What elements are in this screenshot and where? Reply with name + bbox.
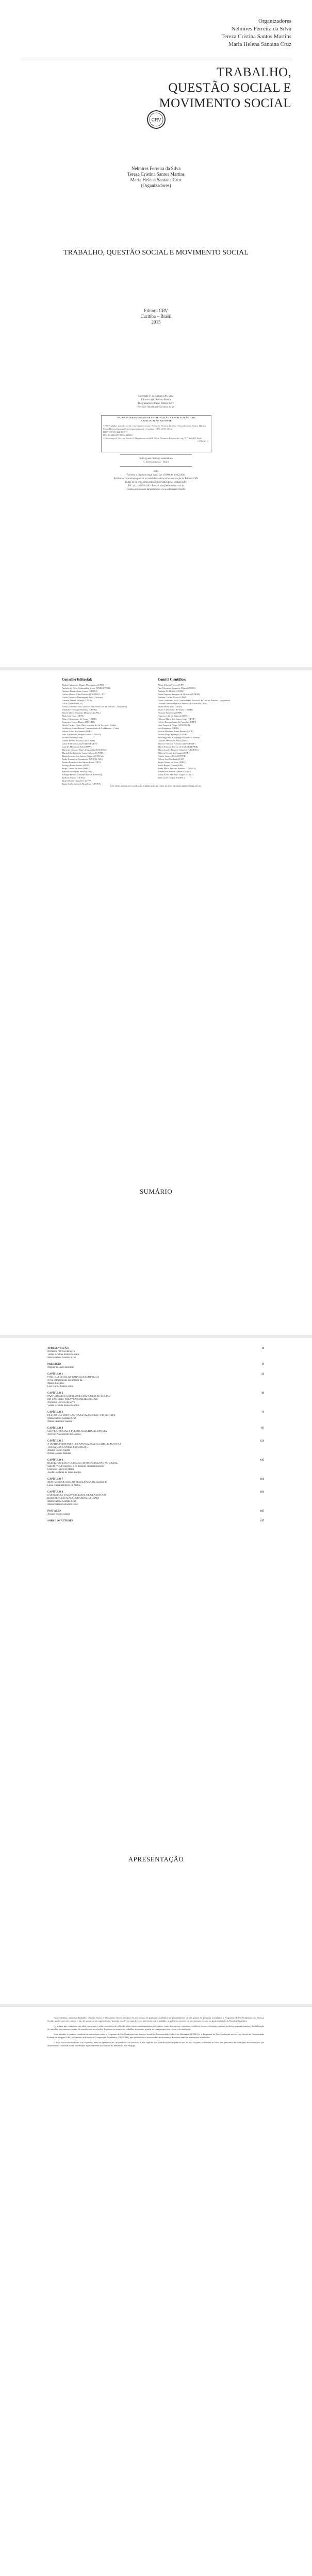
legal-line: Tel.: (41) 3039-6418 – E-mail: sac@editoracrv.com.br (128, 485, 184, 487)
council-member: Solange Helena Ximenes-Rocha (UFOPA) (62, 773, 102, 776)
editorial-council (62, 677, 160, 786)
council-member: Maria Lurdes Pinto de Almeida (UNOESC) (158, 749, 199, 751)
council-member: Aldira Guimarães Duarte Domínguez (UNB) (62, 684, 104, 686)
council-member: José de Ribamar Sousa Pereira (UCB) (158, 730, 193, 733)
organizer-name: Tereza Cristina Santos Martins (127, 172, 185, 177)
toc-entry[interactable] (47, 1520, 264, 1523)
toc-entry-detail: Nelmires Ferreira da Silva (47, 1401, 75, 1404)
council-member: Francisco Carlos Duarte (PUC-PR) (62, 721, 95, 723)
toc-entry-detail: Maria Valdenice Santos (47, 1420, 72, 1423)
toc-entry-detail: POLÍTICA ESCOLAR PARA A DESEMPREGO: (47, 1376, 100, 1379)
toc-entry-label: PREFÁCIO (47, 1363, 61, 1366)
index-block (0, 457, 312, 464)
toc-entry-detail: Miguel de Oliva Borralho (47, 1366, 74, 1369)
council-member: Barbara Coelho Neves (UFBA) (158, 696, 187, 699)
organizer-name: Nelmires Ferreira da Silva (231, 26, 291, 32)
toc-entry-label: CAPÍTULO 3 (47, 1411, 63, 1414)
publisher-logo-icon (146, 109, 167, 130)
legal-line: Foi feito o depósito legal conf. Lei 10.994 de 14/12/2004 (126, 474, 186, 477)
edition-info (0, 308, 312, 325)
toc-entry-page: 195 (260, 1510, 264, 1513)
toc-entry-detail: Josiane Soares Santos (47, 1513, 70, 1516)
cover-title-line: MOVIMENTO SOCIAL (159, 96, 291, 110)
legal-line: Proibida a reprodução parcial ou total desta obra sem autorização da Editora CRV (113, 478, 199, 480)
council-member: Maria Lília Imbiriba Sousa Colares (UFOPA) (62, 752, 105, 754)
council-member: Gláucia Maria dos Santos Jorge (UFOP) (158, 718, 195, 720)
council-member: Inês Bragança (UERJ) (158, 727, 179, 730)
toc-entry[interactable] (47, 1347, 264, 1360)
toc-entry-detail: PAZ: CAUSAS E EXPRESSÕES DA "QUESTÃO SOCIAL" (47, 1395, 111, 1398)
toc-entry[interactable] (47, 1373, 264, 1388)
council-member: Gloria Fariñas León (Universidade de La Havana – Cuba) (62, 724, 116, 726)
council-member: Carmen Tereza Velanga (UNIR) (62, 699, 92, 702)
legal-line: Conheça os nossos lançamentos: www.editoracrv.com.br (126, 488, 186, 491)
council-member: Josania Portela (UFPI) (62, 736, 83, 739)
cdd: CDD 361.1 (198, 440, 208, 443)
toc-entry[interactable] (47, 1510, 264, 1516)
council-member: Simone Rodrigues Pinto (UNB) (62, 770, 92, 773)
apresentacao-heading: APRESENTAÇÃO (128, 1855, 184, 1863)
review-note: Este livro passou por avaliação e aprovação às cegas de dois ou mais pareceristas ad hoc. (110, 785, 202, 788)
editor: Editor-chefe: Railson Moura (141, 399, 171, 401)
toc-entry[interactable] (47, 1440, 264, 1455)
council-member: Helder Buenos Aires de Carvalho (UFPI) (158, 721, 196, 723)
inner-organizers (0, 166, 312, 189)
toc-entry-detail: MOVIMENTOS SOCIAIS NA DESPESA DE SERGIPE (47, 1481, 107, 1484)
toc-entry[interactable] (47, 1427, 264, 1436)
toc-entry[interactable] (47, 1459, 264, 1475)
copyright: Copyright © da Editora CRV Ltda. (138, 395, 174, 398)
table-of-contents (47, 1347, 264, 1527)
council-member: Vera Lucia Gaspar (UDESC) (158, 776, 185, 779)
council-member: Maria Cristina dos Santos Bezerra (UFSCar) (62, 755, 104, 757)
publisher: Editora CRV (144, 308, 168, 313)
toc-entry-label: CAPÍTULO 1 (47, 1373, 63, 1376)
toc-entry-row (47, 1520, 264, 1523)
isbn: ISBN 978-85-444-0000-0 (103, 431, 127, 433)
toc-entry-detail: SÉRIO PARA: questões e os desafios contemporâneos (47, 1465, 104, 1468)
toc-entry-page: 97 (261, 1427, 264, 1430)
council-member: Elione Maria Nogueira Diogenes (UFAL) (62, 711, 101, 714)
toc-entry-label: CAPÍTULO 6 (47, 1459, 63, 1462)
organizers-label: Organizadores (258, 18, 291, 24)
council-member: Sydione Santos (UEPG) (62, 776, 85, 779)
council-member: Maria Eurácia Barreto de Andrade (UFRB) (158, 745, 198, 748)
council-member: Silvia Regina Canan (URI) (158, 764, 183, 767)
cover-page (0, 0, 312, 667)
toc-entry-detail: A OUTRA PERMANENTE EXPANSÃO DA FLEXIBILIZAÇÃO NA (47, 1443, 121, 1446)
toc-entry-detail: Maria Helena Santana Cruz (47, 1357, 76, 1359)
council-member: Elizeu Clementino de Souza (UNEB) (158, 708, 193, 711)
toc-entry-label: CAPÍTULO 7 (47, 1478, 63, 1481)
legal-block (0, 470, 312, 492)
toc-entry-detail: DESENVOLVIMENTO E "QUESTÃO SOCIAL" EM SERGIPE (47, 1414, 116, 1417)
council-member: Rodrigo Pratte-Santos (UFES) (62, 764, 90, 767)
council-member: Cesar Gerónimo Tello (Universidad Nacional de Três de Febrero – Argentina) (158, 699, 231, 702)
toc-entry-detail: EXPRESSÕES DA DIVERSIDADE DE GÊNERO NAS (47, 1494, 107, 1497)
scientific-committee-title: Comitê Científico: (158, 677, 187, 682)
toc-entry-detail: Mauro Luis Iasi (47, 1382, 64, 1385)
council-member: Carlos Alberto Vilar Estêvão (UMINHO – PT) (62, 693, 106, 696)
editorial-council-title: Conselho Editorial: (62, 677, 92, 682)
revision-credit: Revisão: Analista de Escrita e Artes (137, 406, 175, 409)
toc-entry-detail: Cristiano Lopes de Matos (47, 1468, 74, 1471)
toc-entry-label: CAPÍTULO 4 (47, 1427, 63, 1430)
council-member: Ana Chrystina Venancio Mignot (UERJ) (158, 687, 196, 689)
presentation-text (47, 2016, 264, 2049)
paragraph: Esse trabalho é também resultado da articulação entre o Programa de Pós-Graduação em Serviço Social da Universidade Federal do Maranhão (UFMA) e o Programa de Pós-Graduação em Serviço Social da Universidade Federal de Sergipe (UFS), no âmbito do Projeto de Cooperação Acadêmica (PROCAD), que possibilitou o intercâmbio de docentes e discentes entre as instituições envolvidas. (47, 2033, 264, 2039)
council-member: Tadeu Oliver Gonçalves (UFPA) (62, 779, 92, 782)
toc-entry[interactable] (47, 1478, 264, 1487)
divider (120, 454, 192, 455)
presentation-page-1 (0, 2007, 312, 2576)
paragraph: Esta coletânea, intitulada Trabalho, Questão Social e Movimento Social, resultou de um esforço de produção acadêmica de pesquisadores de três grupos de pesquisa vinculados a Programas de Pós-Graduação em Serviço Social, que tiveram em comum o fato de pensarem as expressões da "questão social" em suas diversas interfaces com o trabalho, as políticas sociais e os movimentos sociais, na particularidade do Nordeste brasileiro. (47, 2016, 264, 2022)
toc-entry-page: 181 (260, 1491, 264, 1494)
toc-entry-detail: Tereza Cristina Santos Martins (47, 1353, 79, 1356)
toc-entry-detail: TERRA DAS CANTAS EM SERGIPE (47, 1446, 88, 1449)
council-member: Nilson José Machado (USP) (158, 758, 185, 760)
council-member: Paulo Romualdo Hernandes (UNIFAL-MG) (62, 758, 103, 760)
organizer-name: Maria Helena Santana Cruz (228, 41, 291, 47)
toc-entry-page: 197 (260, 1520, 264, 1522)
toc-entry-detail: Luíza Tâmara Ribeiro de Matos (47, 1484, 80, 1487)
council-member: Guillermo Arias Beatón (Universidade de La Havana – Cuba) (62, 727, 120, 730)
toc-entry[interactable] (47, 1411, 264, 1423)
council-page (0, 670, 312, 1335)
council-member: Cesar Gerónimo Tello (Univer. Nacional Três de Febrero – Argentina) (62, 705, 127, 708)
toc-entry-detail: REBELDIAS E REVOLUÇÕES AFRO-INDÍGENAS NO BRASIL (47, 1462, 118, 1465)
city: Curitiba – Brasil (140, 314, 172, 319)
council-member: Andréia N. Militão (UEMS) (158, 690, 184, 692)
subjects: 1. Sociologia 2. Serviço Social 3. Movimento social I. Silva, Nelmires Ferreira da. org. II. Título III. Série. (103, 437, 203, 439)
cover-title-line: TRABALHO, (216, 65, 291, 79)
cover-organizers (221, 18, 291, 48)
council-member: João Adalberto Campato Junior (UNESP) (62, 733, 101, 736)
toc-entry[interactable] (47, 1491, 264, 1506)
toc-entry-page: 17 (261, 1363, 264, 1366)
council-member: Jailson Alves dos Santos (UFRJ) (62, 730, 93, 733)
council-member: Lourdes Helena da Silva (UFV) (158, 739, 188, 742)
cip-subtitle: CATALOGAÇÃO NA FONTE (141, 419, 172, 422)
toc-entry-detail: Luiz Carlos Santos Silva (47, 1385, 73, 1388)
council-member: Vânia Alves Martins Chaigar (FURG) (158, 773, 193, 776)
toc-entry-detail: Jeferson Nascimento dos Santos (47, 1433, 81, 1436)
copyright-block (0, 395, 312, 409)
index-label: Índice para catálogo sistemático (139, 457, 173, 460)
sumario-heading: SUMÁRIO (139, 1188, 173, 1195)
index-item: 1. Serviço social – 361.1 (143, 461, 169, 464)
divider (120, 466, 192, 467)
year: 2015 (151, 319, 161, 325)
doi: DOI 10.24824/978854440000.0 (103, 434, 133, 436)
council-member: Diosnel Centurion (Univ Americ. de Asunción – Py) (158, 702, 207, 705)
council-member: Marcos Vinicius Francisco (UNOESTE) (158, 742, 195, 745)
toc-entry-label: POSFÁCIO (47, 1510, 61, 1513)
council-member: Antônio Pereira Gaio Júnior (UFRRJ) (62, 690, 97, 692)
council-member: Carlos Federico Dominguez Avila (Unieuro) (62, 696, 104, 699)
council-member: Altair Alberto Fávero (UPF) (158, 684, 185, 686)
council-member: Lídia de Oliveira Xavier (UNIEURO) (62, 742, 97, 745)
council-member: Jussara Fraga Portugal (UNEB) (158, 733, 188, 736)
council-member: Sonia Maria Ferreira Koehler (UNISAL) (158, 767, 196, 770)
organizers-label: (Organizadores) (141, 183, 171, 188)
council-member: Élsio José Corá (UFFS) (62, 715, 84, 717)
cip-body-text: T758 Trabalho, questão social e movimento social / Nelmires Ferreira da Silva, Tereza Cristina Santos Martins, Maria Helena Santana Cruz (organizadoras) – Curitiba : CRV, 2015. 202 p. (103, 425, 207, 430)
cover-title (159, 65, 291, 111)
toc-entry-detail: Josiane Soares Santos (47, 1449, 70, 1452)
toc-entry-label: CAPÍTULO 2 (47, 1392, 63, 1395)
council-member: Andréia da Silva Quintanilha Sousa (UNIR/UFRN) (62, 687, 110, 689)
council-member: Mônica Pereira dos Santos (UFRJ) (158, 752, 190, 754)
paragraph: Os artigos que compõem esta obra expressam o esforço coletivo de reflexão sobre temas contemporâneos relevantes, como desemprego estrutural, violência, desenvolvimento regional, políticas segregacionistas, flexibilização do trabalho, movimentos sociais de resistência e as relações de gênero no mundo do trabalho, abordados a partir de uma perspectiva crítica e de totalidade. (47, 2025, 264, 2030)
toc-entry-page: 145 (260, 1459, 264, 1462)
organizer-name: Nelmires Ferreira da Silva (131, 166, 181, 171)
council-member: Ilma Passos A. Veiga (UNICEUB) (158, 724, 190, 726)
council-member: Eduardo Fernandes Barbosa (UFMG) (62, 708, 97, 711)
toc-entry-label: CAPÍTULO 5 (47, 1440, 63, 1443)
toc-entry-detail: Maria Nataliá Gutierrez Cruz (47, 1503, 78, 1506)
cip-title-text: DADOS INTERNACIONAIS DE CATALOGAÇÃO NA PUBLICAÇÃO (CIP) (117, 416, 195, 419)
toc-entry-detail: RESISTÊNCIAS AO LABOR/OBRA DA LAMA (47, 1497, 100, 1500)
council-member: Sérgio Nunes de Jesus (IFRO) (62, 767, 90, 770)
toc-entry-label: APRESENTAÇÃO (47, 1347, 69, 1350)
toc-entry-detail: Nelmires Ferreira da Silva (47, 1350, 75, 1353)
toc-entry-detail: EM SÃO LUÍS: PALAVRAS EMERGENCIAIS (47, 1398, 98, 1401)
council-member: Fauston Negreiros (UFPI) (158, 711, 182, 714)
council-member: Anna Augusta Sampaio de Oliveira (UNESP) (158, 693, 201, 696)
cip-title (101, 416, 211, 422)
toc-entry-label: SOBRE OS AUTORES (47, 1520, 73, 1522)
toc-entry-page: 71 (261, 1411, 264, 1414)
council-member: Lourdes Helena da Silva (UFV) (62, 745, 92, 748)
toc-entry-page: 23 (261, 1373, 264, 1376)
council-member: Najela Tavares Ujiie (UTFPR) (158, 755, 186, 757)
logo-text: CRV (151, 117, 161, 123)
toc-entry[interactable] (47, 1392, 264, 1408)
organizer-name: Maria Helena Santana Cruz (130, 177, 182, 182)
council-member: Renato Francisco dos Santos Paula (UFG) (62, 761, 102, 764)
organizer-name: Tereza Cristina Santos Martins (221, 33, 291, 40)
paragraph: O livro está estruturado em oito capítulos, além da apresentação, do prefácio e do posfácio. Cada capítulo traz contribuições singulares que, no seu conjunto, oferecem ao leitor um panorama das múltiplas determinações que atravessam a realidade social nordestina, especialmente nos estados do Maranhão e de Sergipe. (47, 2041, 264, 2047)
council-member: Suzana dos Santos Gomes (UFMG) (158, 770, 191, 773)
council-member: Francisco Ari de Andrade (UFC) (158, 715, 188, 717)
toc-entry-page: 121 (260, 1440, 264, 1443)
cip-body (101, 425, 210, 443)
council-member: Leonel Severo Rocha (UNISINOS) (62, 739, 95, 742)
toc-entry-page: 11 (261, 1347, 264, 1350)
toc-entry[interactable] (47, 1363, 264, 1369)
legal-line: Todos os direitos desta edição reservados pela: Editora CRV (125, 481, 187, 484)
toc-entry-page: 161 (260, 1478, 264, 1481)
diagram-credit: Diagramação e Capa: Editora CRV (138, 402, 174, 405)
inner-title: TRABALHO, QUESTÃO SOCIAL E MOVIMENTO SOCIAL (63, 249, 249, 257)
council-member: Kilwangy Kya Kapitango-a-Samba (Unemat) (158, 736, 200, 739)
toc-entry-detail: Tereza Cristina Santos Martins (47, 1404, 79, 1407)
toc-entry-detail: SERVIÇO SOCIAL E POLÍTICA SEGREGACIONISTA (47, 1430, 107, 1433)
council-member: Tania Suely Azevedo Brasileiro (UFOPA) (62, 783, 101, 785)
council-member: Maria de Lourdes Pinto de Almeida (UNOESC) (62, 749, 107, 751)
toc-entry-label: CAPÍTULO 8 (47, 1491, 63, 1494)
toc-entry-detail: Nova compreensão econômica da: (47, 1379, 83, 1382)
toc-entry-page: 43 (261, 1392, 264, 1395)
council-member: Celso Conti (UFSCar) (62, 702, 83, 705)
council-member: Eliane Rose Maio (UEM) (158, 705, 182, 708)
toc-entry-detail: Maria Helena Santana Cruz (47, 1417, 76, 1420)
toc-entry-detail: Josefa Lusitânia de Jesus Borges (47, 1471, 81, 1474)
council-member: Elizeu Clementino de Souza (UNEB) (62, 718, 97, 720)
toc-page (0, 1338, 312, 2004)
scientific-committee (158, 677, 256, 779)
toc-entry-detail: Nilma Rosane Santana (47, 1452, 71, 1455)
legal-year: 2015 (153, 470, 159, 473)
council-member: Sérgio Nunes de Jesus (IFRO) (158, 761, 186, 764)
toc-entry-detail: Maria Helena Santana Cruz (47, 1500, 76, 1503)
cover-title-line: QUESTÃO SOCIAL E (168, 81, 291, 95)
